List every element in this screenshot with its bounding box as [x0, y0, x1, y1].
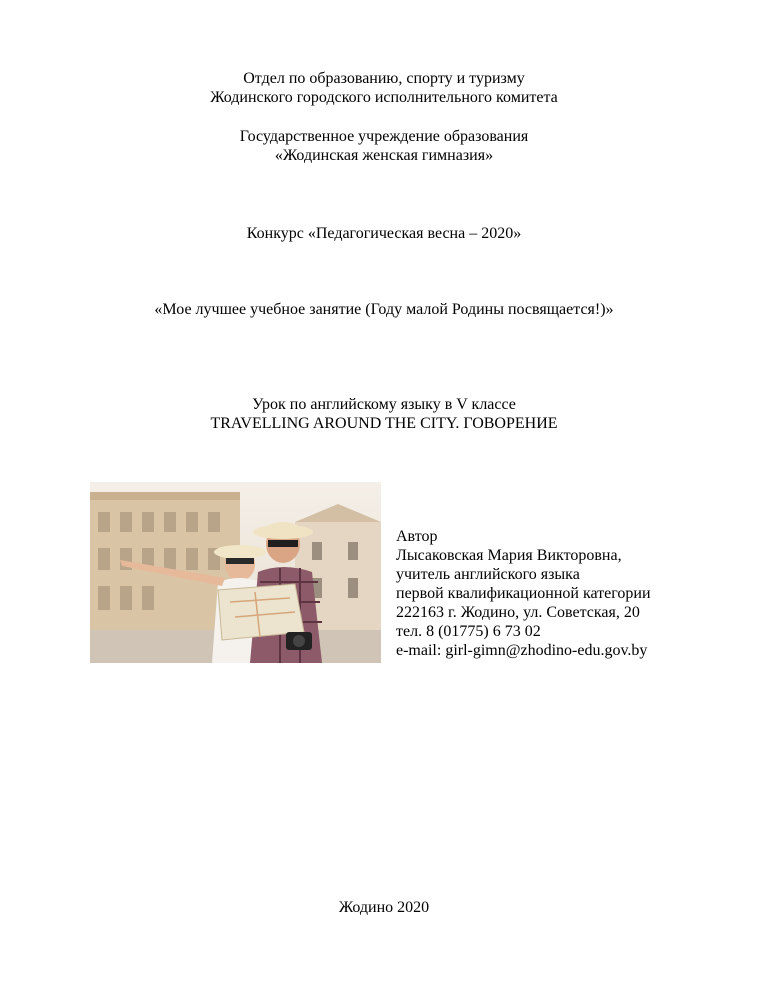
author-address: 222163 г. Жодино, ул. Советская, 20	[396, 604, 640, 621]
author-email: e-mail: girl-gimn@zhodino-edu.gov.by	[396, 642, 648, 659]
tourists-photo	[90, 482, 381, 663]
lesson-title	[0, 395, 768, 433]
school-line-1: Государственное учреждение образования	[239, 128, 529, 145]
department-header	[0, 69, 768, 107]
author-name: Лысаковская Мария Викторовна,	[396, 547, 622, 564]
nomination-line: «Мое лучшее учебное занятие (Году малой Родины посвящается!)»	[154, 301, 614, 318]
lesson-line-1: Урок по английскому языку в V классе	[252, 396, 516, 413]
city-year-line: Жодино 2020	[338, 899, 430, 916]
author-info	[396, 527, 651, 660]
author-position: учитель английского языка	[396, 566, 580, 583]
author-label: Автор	[396, 528, 438, 545]
author-category: первой квалификационной категории	[396, 585, 651, 602]
footer-city-year	[0, 898, 768, 917]
contest-line: Конкурс «Педагогическая весна – 2020»	[246, 225, 522, 242]
department-line-2: Жодинского городского исполнительного комитета	[210, 89, 558, 106]
nomination-title	[0, 300, 768, 319]
school-line-2: «Жодинская женская гимназия»	[274, 147, 494, 164]
contest-title	[0, 224, 768, 243]
department-line-1: Отдел по образованию, спорту и туризму	[243, 70, 525, 87]
school-header	[0, 127, 768, 165]
author-phone: тел. 8 (01775) 6 73 02	[396, 623, 541, 640]
lesson-line-2: TRAVELLING AROUND THE CITY. ГОВОРЕНИЕ	[210, 415, 558, 432]
tourists-illustration	[90, 482, 381, 663]
